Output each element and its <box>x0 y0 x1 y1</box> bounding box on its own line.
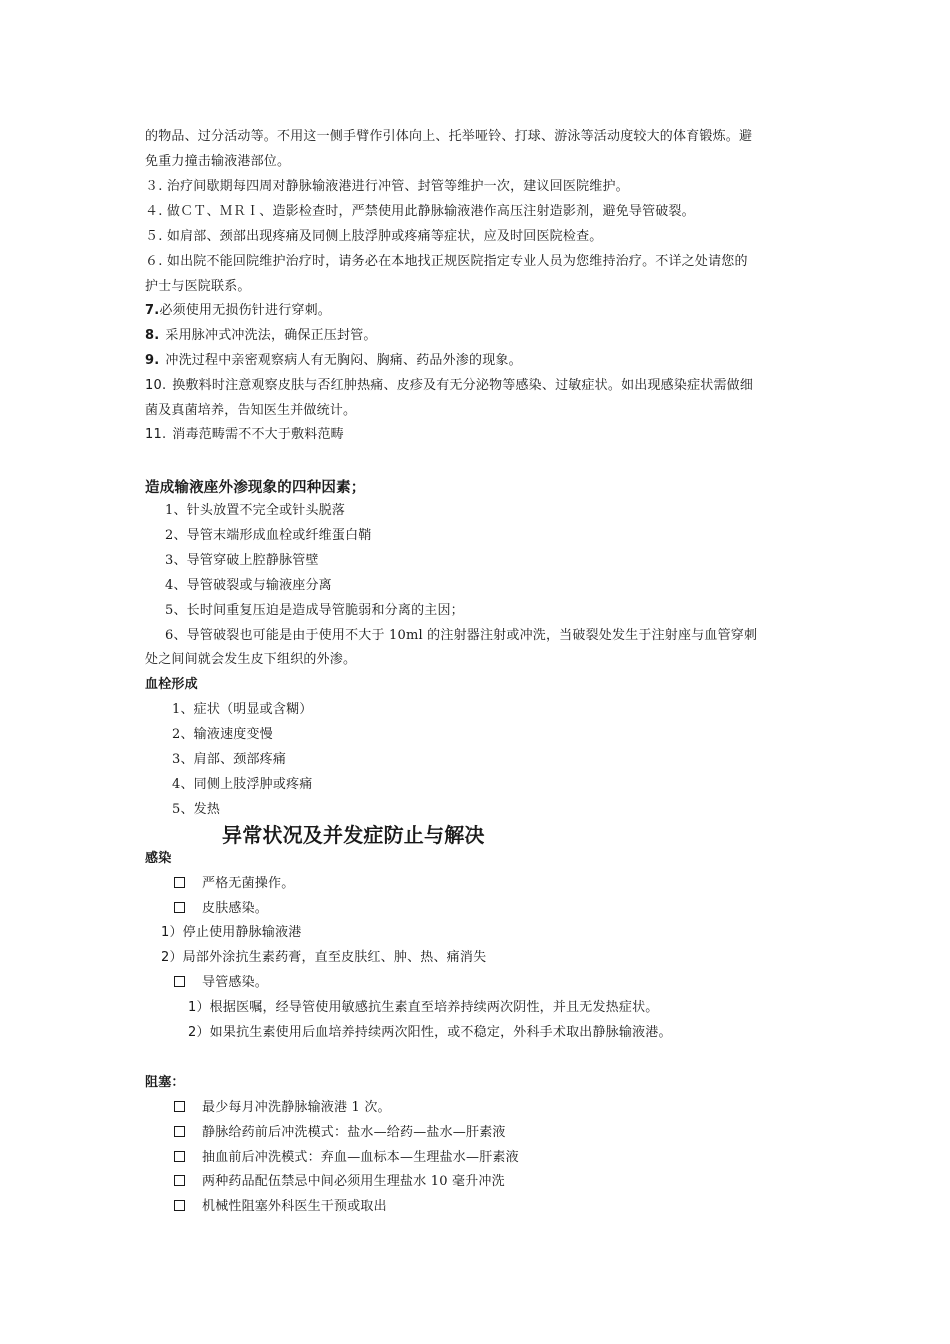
bullet-text: 最少每月冲洗静脉输液港 1 次。 <box>202 1100 391 1115</box>
item-text: 必须使用无损伤针进行穿刺。 <box>159 303 331 318</box>
sub-item: 2）局部外涂抗生素药膏，直至皮肤红、肿、热、痛消失 <box>161 950 487 965</box>
body-text-line: ５. 如肩部、颈部出现疼痛及同侧上肢浮肿或疼痛等症状，应及时回医院检查。 <box>145 229 603 244</box>
page-title: 异常状况及并发症防止与解决 <box>222 823 485 847</box>
numbered-item-8 <box>145 323 377 348</box>
sub-item: 1）根据医嘱，经导管使用敏感抗生素直至培养持续两次阴性，并且无发热症状。 <box>188 1000 659 1015</box>
bullet-text: 导管感染。 <box>202 975 269 990</box>
list-item: 2、输液速度变慢 <box>172 727 273 742</box>
list-item: 2、导管末端形成血栓或纤维蛋白鞘 <box>165 528 372 543</box>
item-number: 8. <box>145 328 160 343</box>
bullet-item <box>174 871 294 896</box>
list-item-continuation: 处之间间就会发生皮下组织的外渗。 <box>145 652 357 667</box>
bullet-item <box>174 1120 506 1145</box>
item-number: 10. <box>145 378 167 393</box>
bullet-item <box>174 970 268 995</box>
checkbox-bullet-icon <box>174 1175 185 1186</box>
checkbox-bullet-icon <box>174 1200 185 1211</box>
list-item: 4、导管破裂或与输液座分离 <box>165 578 332 593</box>
list-item: 4、同侧上肢浮肿或疼痛 <box>172 777 313 792</box>
bullet-item <box>174 1145 519 1170</box>
numbered-item-11 <box>145 422 344 447</box>
bullet-item <box>174 1194 387 1219</box>
body-text-line: 护士与医院联系。 <box>145 279 251 294</box>
item-text: 采用脉冲式冲洗法，确保正压封管。 <box>165 328 377 343</box>
item-number: 7. <box>145 303 160 318</box>
body-text-line: ６. 如出院不能回院维护治疗时，请务必在本地找正规医院指定专业人员为您维持治疗。不详之处请您的 <box>145 254 748 269</box>
numbered-item-7 <box>145 298 331 323</box>
bullet-text: 机械性阻塞外科医生干预或取出 <box>202 1199 387 1214</box>
section-heading-thrombosis: 血栓形成 <box>145 677 198 692</box>
item-number: 9. <box>145 353 160 368</box>
item-number: 11. <box>145 427 167 442</box>
numbered-item-10 <box>145 373 753 398</box>
section-heading-extravasation: 造成输液座外渗现象的四种因素； <box>145 480 366 496</box>
item-text: 换敷料时注意观察皮肤与否红肿热痛、皮疹及有无分泌物等感染、过敏症状。如出现感染症状需做细 <box>172 378 754 393</box>
list-item: 6、导管破裂也可能是由于使用不大于 10ml 的注射器注射或冲洗，当破裂处发生于注射座与血管穿刺 <box>165 628 758 643</box>
sub-item: 2）如果抗生素使用后血培养持续两次阳性，或不稳定，外科手术取出静脉输液港。 <box>188 1025 672 1040</box>
body-text-line: 免重力撞击输液港部位。 <box>145 154 291 169</box>
list-item: 3、导管穿破上腔静脉管壁 <box>165 553 319 568</box>
checkbox-bullet-icon <box>174 1151 185 1162</box>
bullet-text: 静脉给药前后冲洗模式：盐水—给药—盐水—肝素液 <box>202 1125 506 1140</box>
item-text: 消毒范畴需不不大于敷料范畴 <box>172 427 344 442</box>
list-item: 5、长时间重复压迫是造成导管脆弱和分离的主因； <box>165 603 464 618</box>
checkbox-bullet-icon <box>174 976 185 987</box>
body-text-line: 的物品、过分活动等。不用这一侧手臂作引体向上、托举哑铃、打球、游泳等活动度较大的体育锻炼。避 <box>145 129 753 144</box>
numbered-item-9 <box>145 348 522 373</box>
section-heading-infection: 感染 <box>145 851 172 866</box>
sub-item: 1）停止使用静脉输液港 <box>161 925 302 940</box>
body-text-line: ４. 做ＣＴ、ＭＲＩ、造影检查时，严禁使用此静脉输液港作高压注射造影剂，避免导管破裂。 <box>145 204 695 219</box>
checkbox-bullet-icon <box>174 902 185 913</box>
checkbox-bullet-icon <box>174 877 185 888</box>
bullet-text: 抽血前后冲洗模式：弃血—血标本—生理盐水—肝素液 <box>202 1150 519 1165</box>
list-item: 5、发热 <box>172 802 221 817</box>
list-item: 1、针头放置不完全或针头脱落 <box>165 503 346 518</box>
item-text: 冲洗过程中亲密观察病人有无胸闷、胸痛、药品外渗的现象。 <box>165 353 522 368</box>
bullet-item <box>174 896 268 921</box>
numbered-item-10-continuation: 菌及真菌培养，告知医生并做统计。 <box>145 403 357 418</box>
bullet-item <box>174 1169 505 1194</box>
bullet-text: 皮肤感染。 <box>202 901 269 916</box>
list-item: 3、肩部、颈部疼痛 <box>172 752 287 767</box>
section-heading-blockage: 阻塞： <box>145 1075 185 1090</box>
bullet-item <box>174 1095 391 1120</box>
checkbox-bullet-icon <box>174 1126 185 1137</box>
bullet-text: 严格无菌操作。 <box>202 876 295 891</box>
checkbox-bullet-icon <box>174 1101 185 1112</box>
list-item: 1、症状（明显或含糊） <box>172 702 313 717</box>
bullet-text: 两种药品配伍禁忌中间必须用生理盐水 10 毫升冲洗 <box>202 1174 505 1189</box>
body-text-line: ３. 治疗间歇期每四周对静脉输液港进行冲管、封管等维护一次，建议回医院维护。 <box>145 179 629 194</box>
